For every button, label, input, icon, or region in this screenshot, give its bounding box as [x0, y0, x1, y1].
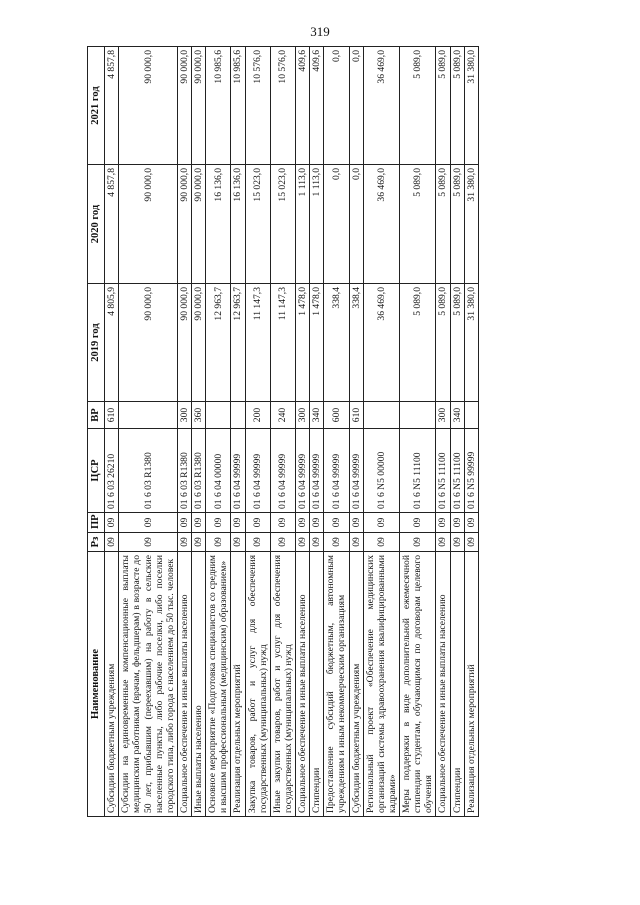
table-cell: 300: [436, 402, 450, 429]
header-cell: Рз: [88, 533, 105, 552]
table-cell: 01 6 N5 11100: [400, 429, 436, 513]
table-cell: 09: [324, 533, 349, 552]
table-cell: 90 000,0: [192, 284, 206, 402]
header-cell: 2019 год: [88, 284, 105, 402]
table-cell: 90 000,0: [192, 165, 206, 284]
table-cell: [464, 402, 478, 429]
table-cell: 16 136,0: [206, 165, 231, 284]
table-cell: 31 380,0: [464, 284, 478, 402]
table-cell: 15 023,0: [245, 165, 270, 284]
table-cell: 11 147,3: [245, 284, 270, 402]
table-cell: 09: [206, 513, 231, 533]
table-cell: 01 6 N5 00000: [363, 429, 399, 513]
header-cell: ВР: [88, 402, 105, 429]
table-cell: 36 469,0: [363, 284, 399, 402]
table-cell: 1 478,0: [310, 284, 324, 402]
table-row: [363, 47, 399, 817]
table-row: [231, 47, 245, 817]
table-cell: 90 000,0: [119, 47, 178, 165]
table-cell: Предоставление субсидий бюджетным, автономным учреждениям и иным некоммерческим организациям: [324, 552, 349, 817]
table-cell: 09: [400, 533, 436, 552]
table-cell: 600: [324, 402, 349, 429]
table-cell: 09: [363, 513, 399, 533]
table-row: [400, 47, 436, 817]
table-cell: 09: [464, 533, 478, 552]
rotated-budget-table-container: [87, 47, 533, 817]
table-cell: 09: [231, 533, 245, 552]
table-cell: 360: [192, 402, 206, 429]
table-cell: 15 023,0: [270, 165, 295, 284]
table-cell: 4 857,8: [105, 165, 119, 284]
table-cell: 300: [177, 402, 191, 429]
table-cell: 10 576,0: [270, 47, 295, 165]
header-cell: ЦСР: [88, 429, 105, 513]
table-cell: 09: [270, 513, 295, 533]
table-cell: 01 6 03 R1380: [177, 429, 191, 513]
table-cell: 11 147,3: [270, 284, 295, 402]
table-row: [177, 47, 191, 817]
table-header: [88, 47, 105, 817]
table-cell: Социальное обеспечение и иные выплаты населению: [436, 552, 450, 817]
table-cell: Субсидии бюджетным учреждениям: [105, 552, 119, 817]
table-cell: 01 6 04 99999: [231, 429, 245, 513]
table-cell: 36 469,0: [363, 47, 399, 165]
table-cell: 31 380,0: [464, 47, 478, 165]
table-cell: 09: [310, 513, 324, 533]
table-row: [245, 47, 270, 817]
table-cell: 09: [349, 513, 363, 533]
header-row: [88, 47, 105, 817]
table-cell: 10 985,6: [206, 47, 231, 165]
table-cell: 340: [450, 402, 464, 429]
table-cell: 10 576,0: [245, 47, 270, 165]
table-cell: Субсидии на единовременные компенсационные выплаты медицинским работникам (врачам, фельдшерам) в возрасте до 50 лет, прибывшим (переехавшим) на работу в сельские населенные пункты, либо рабочие поселки, либо поселки городского типа, либо города с населением до 50 тыс. человек: [119, 552, 178, 817]
table-cell: 5 089,0: [436, 47, 450, 165]
table-cell: 90 000,0: [177, 165, 191, 284]
table-cell: 12 963,7: [231, 284, 245, 402]
table-cell: 10 985,6: [231, 47, 245, 165]
table-cell: 5 089,0: [400, 284, 436, 402]
table-cell: 610: [349, 402, 363, 429]
header-cell: ПР: [88, 513, 105, 533]
table-cell: 09: [450, 533, 464, 552]
table-body: [105, 47, 479, 817]
table-cell: 36 469,0: [363, 165, 399, 284]
table-cell: 09: [206, 533, 231, 552]
table-cell: 01 6 04 99999: [310, 429, 324, 513]
table-cell: 338,4: [324, 284, 349, 402]
table-cell: 90 000,0: [177, 47, 191, 165]
table-cell: 4 857,8: [105, 47, 119, 165]
table-cell: 01 6 03 R1380: [192, 429, 206, 513]
table-cell: 5 089,0: [450, 284, 464, 402]
table-cell: 1 478,0: [296, 284, 310, 402]
table-cell: 5 089,0: [436, 284, 450, 402]
table-cell: 01 6 N5 11100: [450, 429, 464, 513]
table-cell: Стипендии: [450, 552, 464, 817]
table-cell: 09: [450, 513, 464, 533]
table-cell: 09: [245, 513, 270, 533]
table-cell: 90 000,0: [119, 284, 178, 402]
table-cell: 09: [245, 533, 270, 552]
table-row: [270, 47, 295, 817]
table-cell: 90 000,0: [192, 47, 206, 165]
table-cell: 09: [296, 513, 310, 533]
table-cell: 09: [363, 533, 399, 552]
table-cell: 90 000,0: [119, 165, 178, 284]
table-cell: 01 6 04 99999: [349, 429, 363, 513]
table-cell: 01 6 N5 11100: [436, 429, 450, 513]
table-cell: 200: [245, 402, 270, 429]
table-cell: 01 6 N5 99999: [464, 429, 478, 513]
table-cell: 09: [105, 513, 119, 533]
table-cell: 01 6 04 99999: [324, 429, 349, 513]
table-row: [206, 47, 231, 817]
table-cell: [119, 402, 178, 429]
header-cell: 2020 год: [88, 165, 105, 284]
table-cell: 09: [177, 513, 191, 533]
table-row: [324, 47, 349, 817]
table-cell: 5 089,0: [400, 165, 436, 284]
table-cell: 16 136,0: [231, 165, 245, 284]
table-cell: Социальное обеспечение и иные выплаты населению: [177, 552, 191, 817]
table-cell: 01 6 04 99999: [245, 429, 270, 513]
table-row: [119, 47, 178, 817]
table-cell: Реализация отдельных мероприятий: [231, 552, 245, 817]
table-row: [192, 47, 206, 817]
table-cell: 12 963,7: [206, 284, 231, 402]
table-cell: 09: [192, 533, 206, 552]
table-cell: 1 113,0: [296, 165, 310, 284]
table-cell: 31 380,0: [464, 165, 478, 284]
table-cell: 01 6 04 99999: [296, 429, 310, 513]
table-cell: 300: [296, 402, 310, 429]
table-row: [450, 47, 464, 817]
header-cell: Наименование: [88, 552, 105, 817]
budget-table: [87, 46, 479, 817]
table-cell: 09: [324, 513, 349, 533]
table-cell: 01 6 04 00000: [206, 429, 231, 513]
table-cell: 01 6 03 26210: [105, 429, 119, 513]
table-cell: 240: [270, 402, 295, 429]
table-cell: [231, 402, 245, 429]
table-cell: 610: [105, 402, 119, 429]
table-cell: 09: [105, 533, 119, 552]
table-cell: 09: [119, 533, 178, 552]
table-row: [105, 47, 119, 817]
table-cell: Субсидии бюджетным учреждениям: [349, 552, 363, 817]
table-cell: 338,4: [349, 284, 363, 402]
table-cell: Стипендии: [310, 552, 324, 817]
table-cell: 1 113,0: [310, 165, 324, 284]
table-cell: 09: [349, 533, 363, 552]
table-cell: 09: [192, 513, 206, 533]
table-cell: 5 089,0: [450, 165, 464, 284]
page-number: 319: [310, 24, 330, 39]
table-cell: 409,6: [310, 47, 324, 165]
table-cell: 09: [436, 533, 450, 552]
header-cell: 2021 год: [88, 47, 105, 165]
table-cell: Меры поддержки в виде дополнительной ежемесячной стипендии студентам, обучающимся по договорам целевого обучения: [400, 552, 436, 817]
table-cell: 09: [400, 513, 436, 533]
table-row: [310, 47, 324, 817]
table-cell: 5 089,0: [436, 165, 450, 284]
table-row: [464, 47, 478, 817]
table-cell: 01 6 03 R1380: [119, 429, 178, 513]
table-row: [296, 47, 310, 817]
table-cell: 09: [270, 533, 295, 552]
table-cell: 0,0: [349, 47, 363, 165]
table-cell: 09: [177, 533, 191, 552]
table-cell: 5 089,0: [400, 47, 436, 165]
table-cell: 01 6 04 99999: [270, 429, 295, 513]
table-cell: 4 805,9: [105, 284, 119, 402]
table-cell: [400, 402, 436, 429]
table-cell: 09: [436, 513, 450, 533]
table-cell: Реализация отдельных мероприятий: [464, 552, 478, 817]
table-cell: Иные выплаты населению: [192, 552, 206, 817]
table-cell: Социальное обеспечение и иные выплаты населению: [296, 552, 310, 817]
table-cell: 0,0: [324, 165, 349, 284]
table-cell: Основное мероприятие «Подготовка специалистов со средним и высшим профессиональным (медицинским) образованием»: [206, 552, 231, 817]
table-cell: 90 000,0: [177, 284, 191, 402]
table-cell: 09: [119, 513, 178, 533]
table-cell: 409,6: [296, 47, 310, 165]
table-cell: [206, 402, 231, 429]
table-cell: Региональный проект «Обеспечение медицинских организаций системы здравоохранения квалифицированными кадрами»: [363, 552, 399, 817]
table-cell: 09: [310, 533, 324, 552]
table-cell: Иные закупки товаров, работ и услуг для обеспечения государственных (муниципальных) нужд: [270, 552, 295, 817]
table-row: [436, 47, 450, 817]
table-cell: 0,0: [324, 47, 349, 165]
table-cell: 5 089,0: [450, 47, 464, 165]
table-cell: 340: [310, 402, 324, 429]
table-cell: Закупка товаров, работ и услуг для обеспечения государственных (муниципальных) нужд: [245, 552, 270, 817]
table-cell: [363, 402, 399, 429]
table-cell: 0,0: [349, 165, 363, 284]
table-row: [349, 47, 363, 817]
table-cell: 09: [231, 513, 245, 533]
table-cell: 09: [296, 533, 310, 552]
table-cell: 09: [464, 513, 478, 533]
